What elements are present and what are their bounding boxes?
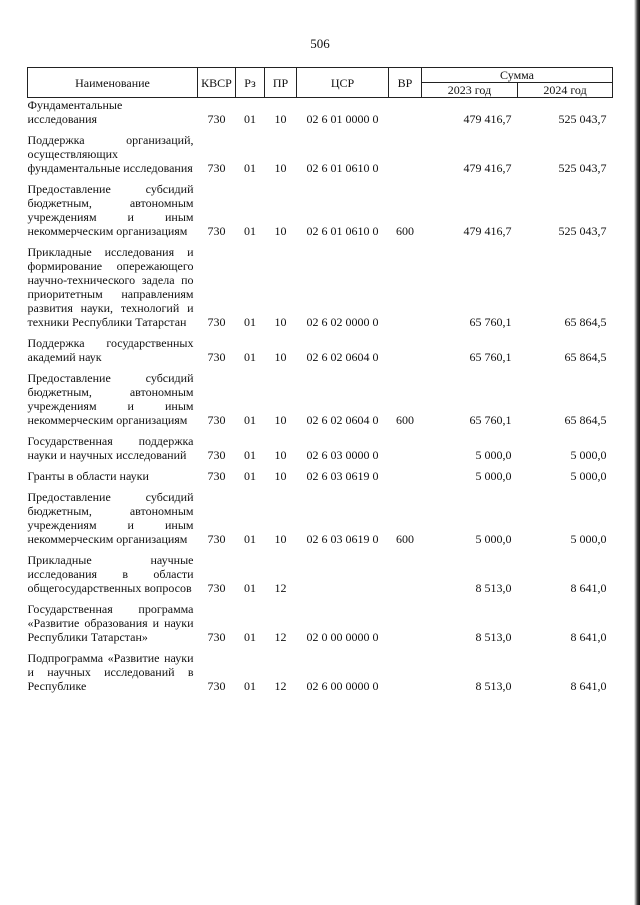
row-sum-2023: 479 416,7 [463, 224, 512, 238]
table-body [28, 98, 613, 696]
table-row [28, 429, 613, 464]
row-pr: 12 [274, 679, 287, 693]
row-name: Предоставление субсидий бюджетным, автономным учреждениям и иным некоммерческим организациям [27, 182, 194, 238]
row-pr: 10 [274, 532, 287, 546]
row-pr: 10 [274, 413, 287, 427]
row-sum-2024: 525 043,7 [558, 112, 607, 126]
row-pr: 12 [274, 581, 287, 595]
row-csr: 02 6 01 0000 0 [306, 112, 379, 126]
scan-edge-shadow [634, 0, 640, 905]
header-name: Наименование [28, 68, 198, 98]
row-name: Прикладные исследования и формирование опережающего научно-технического задела по приоритетным направлениям развития науки, технологий и техники Республики Татарстан [27, 245, 194, 329]
row-rz: 01 [244, 581, 256, 595]
header-kvsr: КВСР [198, 68, 236, 98]
budget-table [27, 67, 613, 695]
row-kvsr: 730 [207, 630, 226, 644]
row-vr [389, 98, 422, 129]
table-row [28, 98, 613, 129]
header-year-2023: 2023 год [422, 83, 518, 98]
row-sum-2024: 5 000,0 [570, 532, 607, 546]
row-pr: 10 [274, 112, 287, 126]
header-rz: Рз [236, 68, 265, 98]
row-vr [389, 128, 422, 177]
row-name: Предоставление субсидий бюджетным, автономным учреждениям и иным некоммерческим организациям [27, 490, 194, 546]
row-sum-2023: 8 513,0 [475, 630, 512, 644]
table-row [28, 128, 613, 177]
row-sum-2024: 8 641,0 [570, 679, 607, 693]
row-sum-2024: 8 641,0 [570, 630, 607, 644]
row-rz: 01 [244, 532, 256, 546]
row-sum-2024: 5 000,0 [570, 469, 607, 483]
row-rz: 01 [244, 413, 256, 427]
row-vr: 600 [396, 224, 414, 238]
row-csr: 02 6 01 0610 0 [306, 224, 379, 238]
row-sum-2024: 525 043,7 [558, 224, 607, 238]
row-rz: 01 [244, 469, 256, 483]
row-vr [389, 240, 422, 331]
table-row [28, 240, 613, 331]
header-year-2024: 2024 год [518, 83, 613, 98]
row-sum-2023: 5 000,0 [475, 532, 512, 546]
table-row [28, 597, 613, 646]
row-sum-2024: 65 864,5 [564, 413, 607, 427]
row-rz: 01 [244, 224, 256, 238]
row-vr: 600 [396, 413, 414, 427]
row-sum-2023: 65 760,1 [469, 350, 512, 364]
row-sum-2024: 65 864,5 [564, 350, 607, 364]
row-pr: 10 [274, 315, 287, 329]
row-name: Государственная поддержка науки и научных исследований [27, 434, 194, 462]
row-csr: 02 6 00 0000 0 [306, 679, 379, 693]
row-vr [389, 646, 422, 695]
row-kvsr: 730 [207, 413, 226, 427]
row-sum-2023: 479 416,7 [463, 112, 512, 126]
row-csr: 02 6 03 0000 0 [306, 448, 379, 462]
row-vr [389, 548, 422, 597]
row-csr: 02 6 02 0000 0 [306, 315, 379, 329]
row-rz: 01 [244, 161, 256, 175]
row-sum-2024: 8 641,0 [570, 581, 607, 595]
row-csr [297, 548, 389, 597]
row-rz: 01 [244, 350, 256, 364]
row-pr: 12 [274, 630, 287, 644]
row-kvsr: 730 [207, 581, 226, 595]
row-vr [389, 429, 422, 464]
row-vr [389, 331, 422, 366]
row-kvsr: 730 [207, 448, 226, 462]
row-pr: 10 [274, 350, 287, 364]
row-name: Прикладные научные исследования в области общегосударственных вопросов [27, 553, 194, 595]
row-sum-2024: 65 864,5 [564, 315, 607, 329]
row-sum-2023: 8 513,0 [475, 581, 512, 595]
row-rz: 01 [244, 679, 256, 693]
row-vr: 600 [396, 532, 414, 546]
table-row [28, 485, 613, 548]
table-row [28, 646, 613, 695]
row-vr [389, 597, 422, 646]
row-sum-2023: 479 416,7 [463, 161, 512, 175]
row-name: Поддержка организаций, осуществляющих фундаментальные исследования [27, 133, 194, 175]
row-name: Подпрограмма «Развитие науки и научных исследований в Республике [27, 651, 194, 693]
row-rz: 01 [244, 112, 256, 126]
row-csr: 02 0 00 0000 0 [306, 630, 379, 644]
row-kvsr: 730 [207, 224, 226, 238]
row-rz: 01 [244, 315, 256, 329]
row-kvsr: 730 [207, 161, 226, 175]
row-pr: 10 [274, 224, 287, 238]
row-rz: 01 [244, 448, 256, 462]
header-csr: ЦСР [297, 68, 389, 98]
row-pr: 10 [274, 448, 287, 462]
page-number: 506 [310, 36, 330, 51]
row-csr: 02 6 03 0619 0 [306, 469, 379, 483]
row-kvsr: 730 [207, 112, 226, 126]
row-pr: 10 [274, 469, 287, 483]
row-kvsr: 730 [207, 469, 226, 483]
row-csr: 02 6 01 0610 0 [306, 161, 379, 175]
table-header [28, 68, 613, 98]
row-sum-2023: 8 513,0 [475, 679, 512, 693]
row-sum-2023: 65 760,1 [469, 315, 512, 329]
row-csr: 02 6 02 0604 0 [306, 413, 379, 427]
table-row [28, 331, 613, 366]
row-rz: 01 [244, 630, 256, 644]
table-row [28, 464, 613, 485]
table-row [28, 366, 613, 429]
header-vr: ВР [389, 68, 422, 98]
row-kvsr: 730 [207, 315, 226, 329]
row-name: Предоставление субсидий бюджетным, автономным учреждениям и иным некоммерческим организациям [27, 371, 194, 427]
row-name: Гранты в области науки [27, 469, 149, 483]
row-name: Фундаментальные исследования [27, 98, 123, 126]
row-sum-2023: 5 000,0 [475, 448, 512, 462]
row-kvsr: 730 [207, 679, 226, 693]
row-sum-2024: 5 000,0 [570, 448, 607, 462]
row-vr [389, 464, 422, 485]
row-name: Поддержка государственных академий наук [27, 336, 194, 364]
row-sum-2023: 65 760,1 [469, 413, 512, 427]
table-row [28, 177, 613, 240]
row-csr: 02 6 03 0619 0 [306, 532, 379, 546]
row-kvsr: 730 [207, 350, 226, 364]
row-pr: 10 [274, 161, 287, 175]
row-sum-2023: 5 000,0 [475, 469, 512, 483]
row-name: Государственная программа «Развитие образования и науки Республики Татарстан» [27, 602, 194, 644]
table-row [28, 548, 613, 597]
row-kvsr: 730 [207, 532, 226, 546]
row-sum-2024: 525 043,7 [558, 161, 607, 175]
header-sum: Сумма [422, 68, 613, 83]
row-csr: 02 6 02 0604 0 [306, 350, 379, 364]
header-pr: ПР [265, 68, 297, 98]
